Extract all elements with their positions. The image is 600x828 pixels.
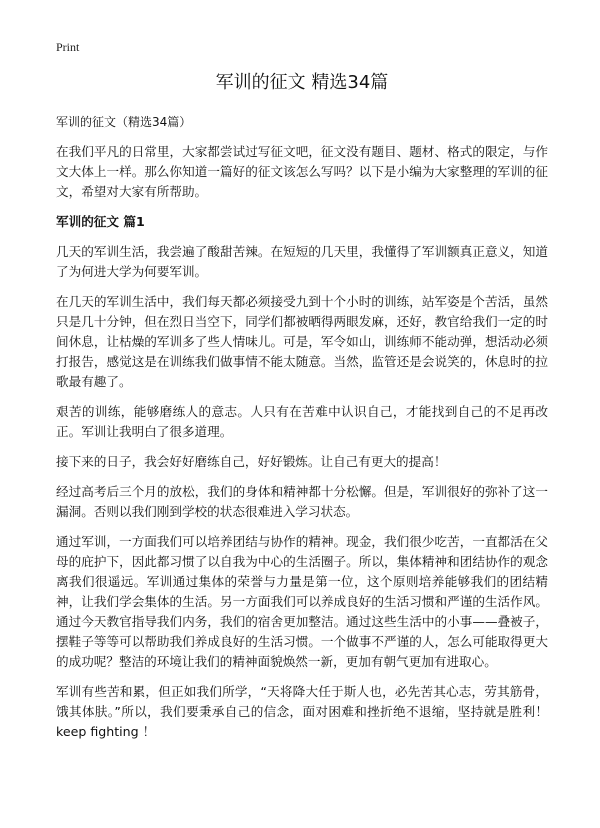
document-subtitle: 军训的征文（精选34篇） <box>56 115 192 129</box>
body-paragraph-5: 经过高考后三个月的放松，我们的身体和精神都十分松懈。但是，军训很好的弥补了这一漏洞。否则以我们刚到学校的状态很难进入学习状态。 <box>56 484 548 519</box>
document-title: 军训的征文 精选34篇 <box>215 72 389 93</box>
intro-paragraph: 在我们平凡的日常里，大家都尝试过写征文吧，征文没有题目、题材、格式的限定，与作文大体上一样。那么你知道一篇好的征文该怎么写吗？以下是小编为大家整理的军训的征文，希望对大家有所帮助。 <box>56 144 548 199</box>
body-paragraph-1: 几天的军训生活，我尝遍了酸甜苦辣。在短短的几天里，我懂得了军训额真正意义，知道了为何进大学为何要军训。 <box>56 244 548 279</box>
print-label: Print <box>56 40 80 54</box>
body-paragraph-3: 艰苦的训练，能够磨练人的意志。人只有在苦难中认识自己，才能找到自己的不足再改正。军训让我明白了很多道理。 <box>56 404 548 439</box>
section-heading: 军训的征文 篇1 <box>56 214 145 229</box>
body-paragraph-7: 军训有些苦和累，但正如我们所学，“天将降大任于斯人也，必先苦其心志，劳其筋骨，饿其体肤。”所以，我们要秉承自己的信念，面对困难和挫折绝不退缩，坚持就是胜利！ keep fighting ！ <box>56 684 548 739</box>
body-paragraph-6: 通过军训，一方面我们可以培养团结与协作的精神。现金，我们很少吃苦，一直都活在父母的庇护下，因此都习惯了以自我为中心的生活圈子。所以，集体精神和团结协作的观念离我们很遥远。军训通过集体的荣誉与力量是第一位，这个原则培养能够我们的团结精神，让我们学会集体的生活。另一方面我们可以养成良好的生活习惯和严谨的生活作风。通过今天教官指导我们内务，我们的宿舍更加整洁。通过这些生活中的小事——叠被子，摆鞋子等等可以帮助我们养成良好的生活习惯。一个做事不严谨的人，怎么可能取得更大的成功呢？整洁的环境让我们的精神面貌焕然一新，更加有朝气更加有进取心。 <box>56 534 548 669</box>
document-page <box>56 40 548 752</box>
body-paragraph-4: 接下来的日子，我会好好磨练自己，好好锻炼。让自己有更大的提高！ <box>56 454 447 469</box>
body-paragraph-2: 在几天的军训生活中，我们每天都必须接受九到十个小时的训练，站军姿是个苦活，虽然只是几十分钟，但在烈日当空下，同学们都被晒得两眼发麻，还好，教官给我们一定的时间休息，让枯燥的军训多了些人情味儿。可是，军令如山，训练师不能动弹，想活动必须打报告，感觉这是在训练我们做事情不能太随意。当然，监管还是会说笑的，休息时的拉歌最有趣了。 <box>56 294 548 389</box>
